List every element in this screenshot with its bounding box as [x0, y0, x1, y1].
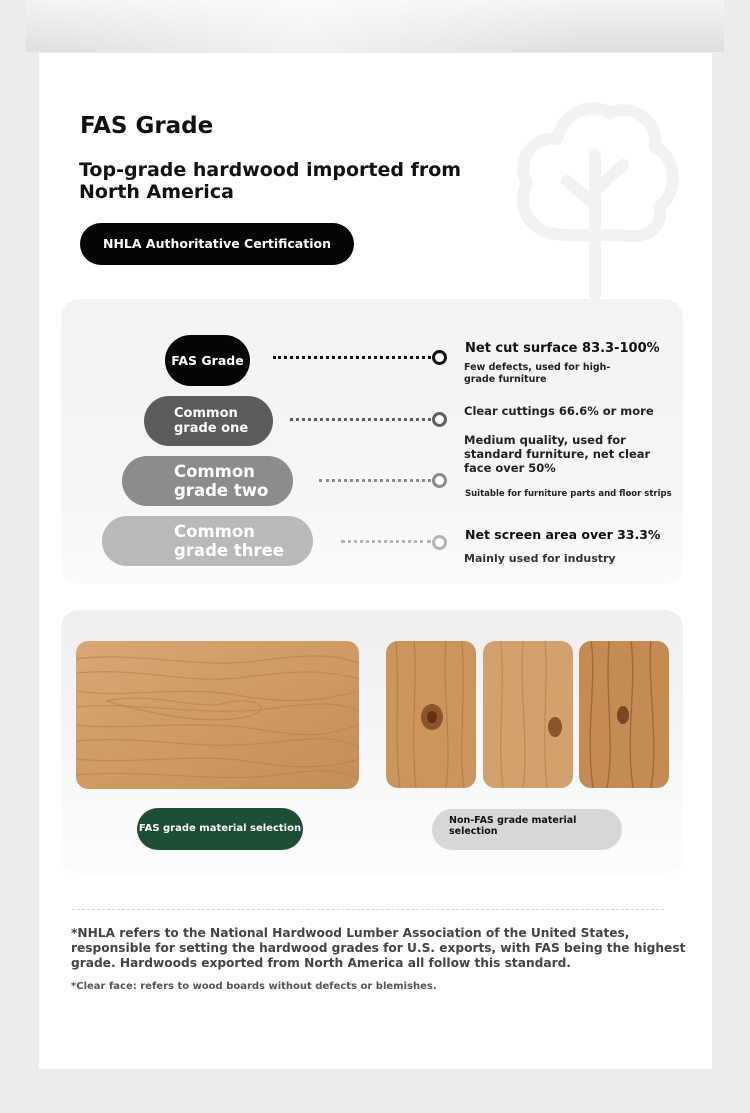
nhla-footnote: *NHLA refers to the National Hardwood Lumber Association of the United States, responsible for setting the hardwood grades for U.S. exports, with FAS being the highest grade. Hardwoods exported from North America all follow this standard.	[71, 926, 686, 970]
connector-dots	[273, 356, 431, 359]
grade-heading-common-one: Clear cuttings 66.6% or more	[464, 404, 654, 418]
connector-ring-icon	[432, 535, 447, 550]
connector-ring-icon	[432, 350, 447, 365]
connector-ring-icon	[432, 412, 447, 427]
clear-face-footnote: *Clear face: refers to wood boards without defects or blemishes.	[71, 981, 437, 992]
top-image-strip	[26, 0, 724, 52]
grade-detail-common-three: Mainly used for industry	[464, 552, 616, 565]
fas-selection-label: FAS grade material selection	[137, 808, 303, 850]
grade-pill-common-one: Common grade one	[144, 396, 273, 446]
grade-detail-common-one: Medium quality, used for standard furniture, net clear face over 50%	[464, 433, 651, 475]
grade-pill-common-two: Common grade two	[122, 456, 293, 506]
grade-heading-common-three: Net screen area over 33.3%	[465, 527, 661, 542]
connector-dots	[341, 540, 431, 543]
page-subtitle: Top-grade hardwood imported from North America	[79, 159, 462, 203]
grade-pill-fas: FAS Grade	[165, 335, 250, 386]
certification-badge: NHLA Authoritative Certification Grade	[80, 223, 354, 265]
non-fas-wood-image	[579, 641, 669, 788]
grade-detail-fas: Few defects, used for high-grade furniture	[464, 362, 611, 385]
fas-wood-image	[76, 641, 359, 789]
connector-ring-icon	[432, 473, 447, 488]
tree-icon	[505, 95, 685, 300]
connector-dots	[319, 479, 431, 482]
grade-detail-common-two: Suitable for furniture parts and floor strips	[465, 489, 672, 499]
grade-pill-common-three: Common grade three	[102, 516, 313, 566]
dashed-divider	[72, 909, 664, 910]
non-fas-wood-image	[386, 641, 476, 788]
page-title: FAS Grade	[80, 113, 214, 139]
non-fas-selection-label: Non-FAS grade material selection	[432, 809, 622, 850]
grade-heading-fas: Net cut surface 83.3-100%	[465, 341, 660, 356]
non-fas-wood-image	[483, 641, 573, 788]
connector-dots	[290, 418, 431, 421]
